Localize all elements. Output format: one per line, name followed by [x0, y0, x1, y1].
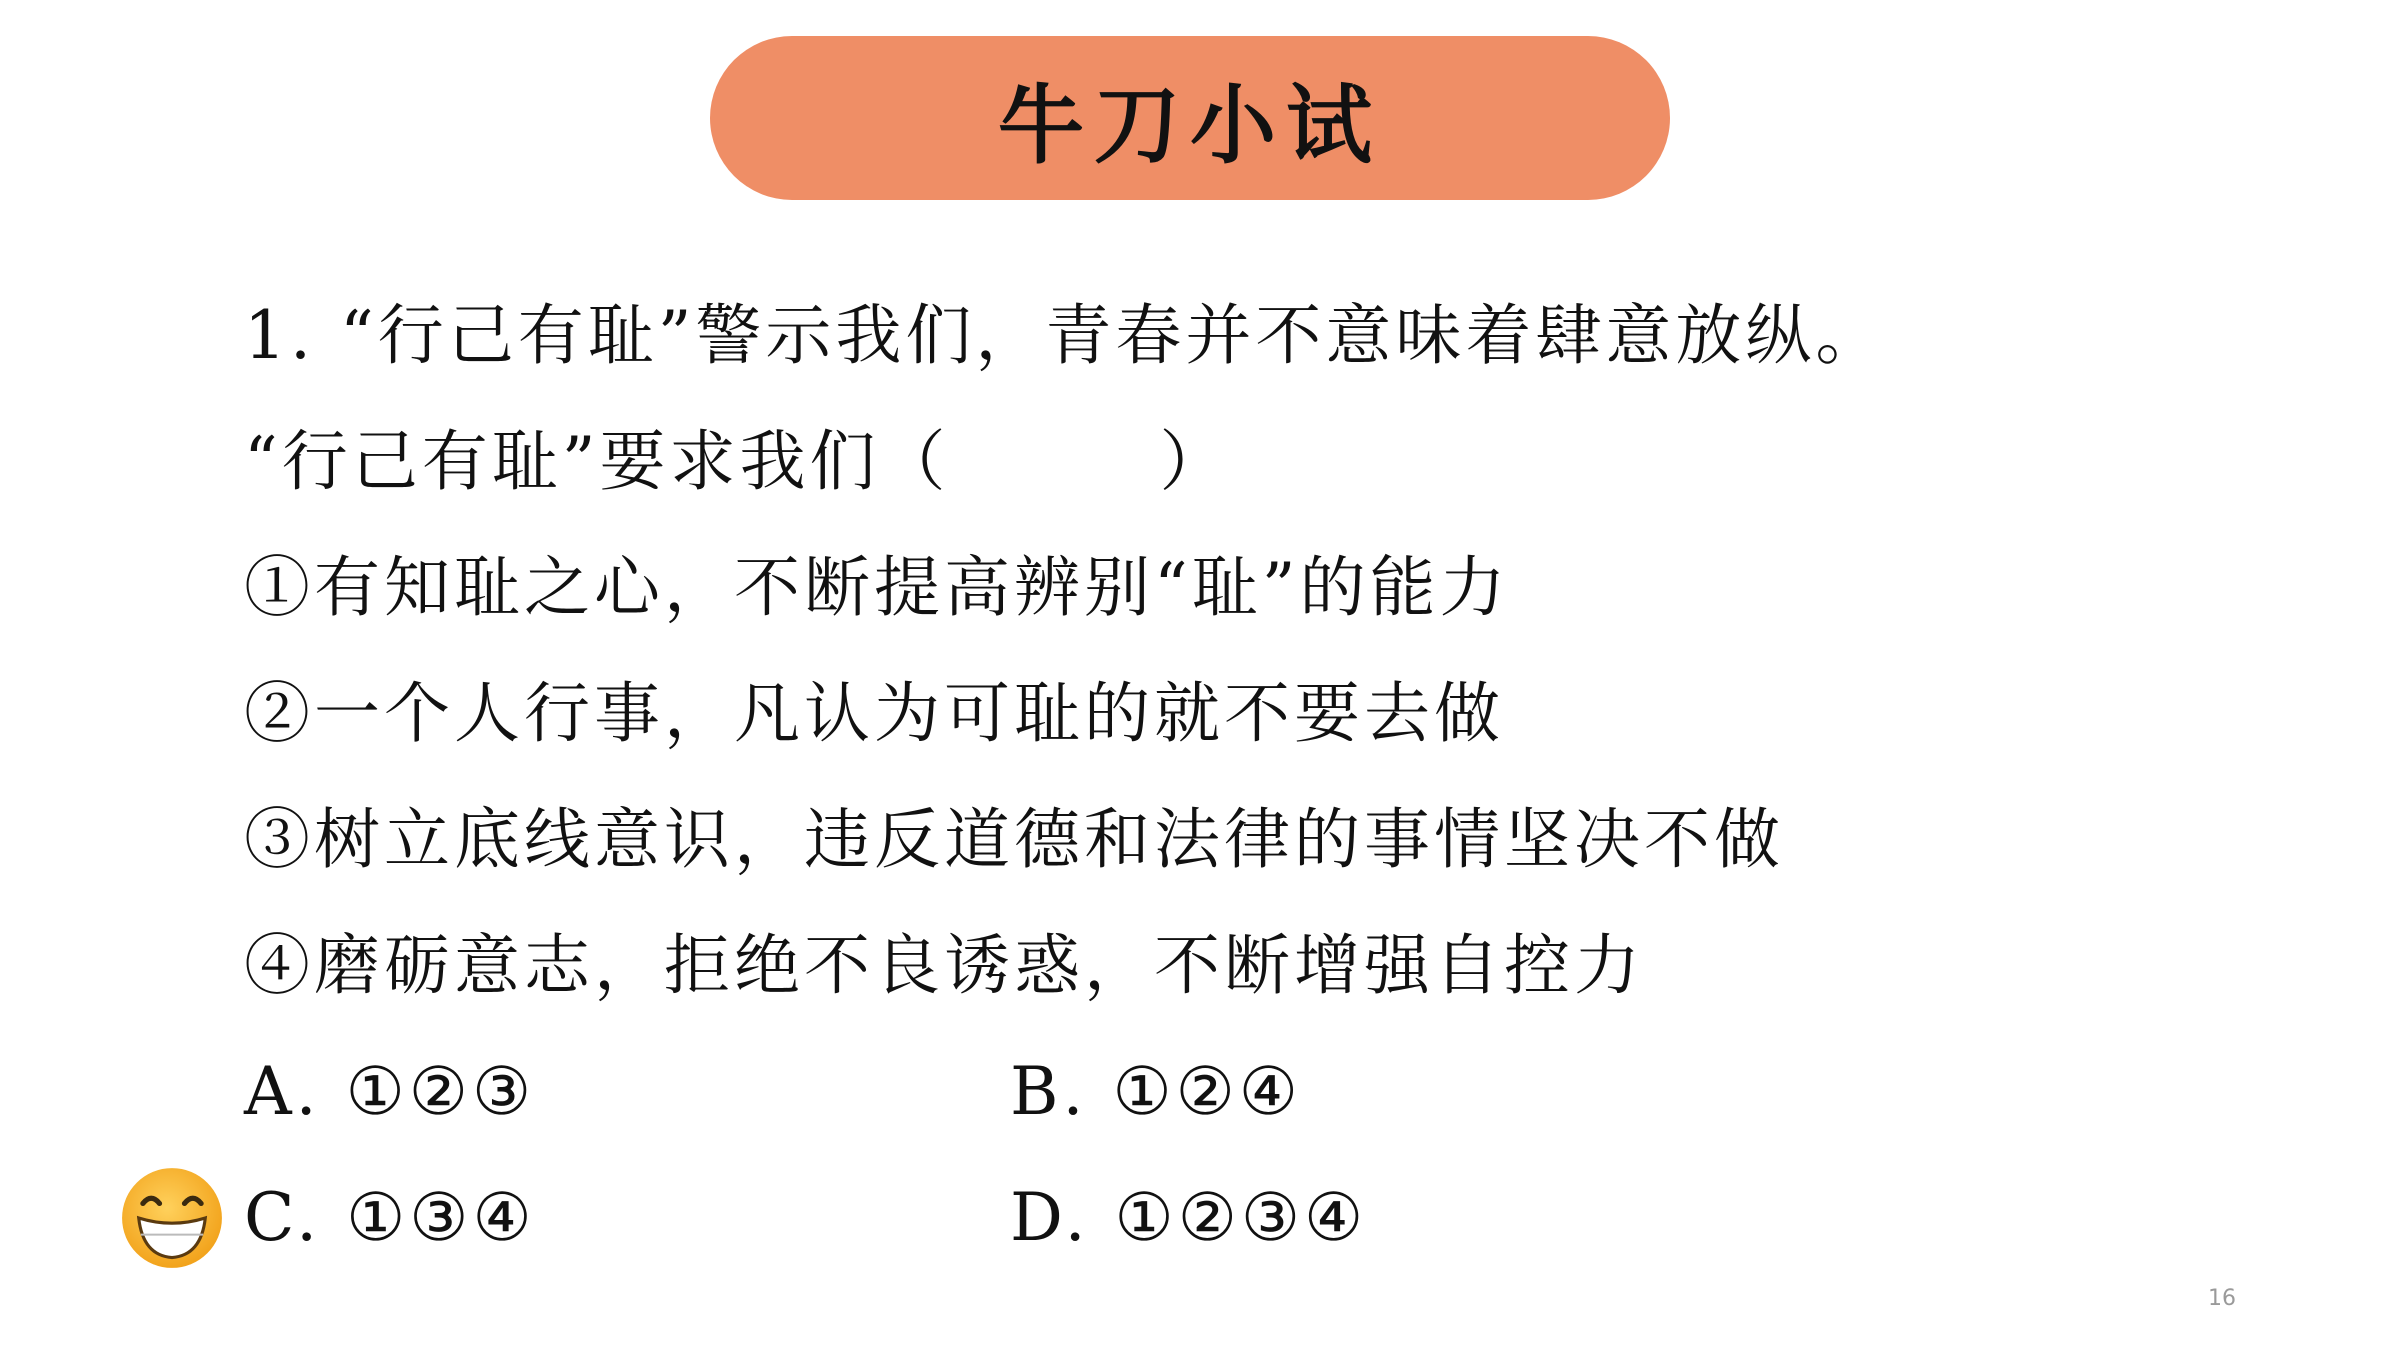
page-number: 16	[2208, 1286, 2236, 1311]
option-b[interactable]: B. ①②④	[1010, 1053, 1302, 1130]
statement-1: ①有知耻之心，不断提高辨别“耻”的能力	[244, 549, 1510, 626]
question-stem-line-1: 1. “行己有耻”警示我们，青春并不意味着肆意放纵。	[244, 297, 1886, 374]
option-c[interactable]: C. ①③④	[244, 1179, 536, 1256]
statement-2: ②一个人行事，凡认为可耻的就不要去做	[244, 675, 1504, 752]
statement-4: ④磨砺意志，拒绝不良诱惑，不断增强自控力	[244, 927, 1644, 1004]
statement-3: ③树立底线意识，违反道德和法律的事情坚决不做	[244, 801, 1784, 878]
grinning-smiley-icon	[120, 1166, 224, 1270]
question-stem-line-2: “行己有耻”要求我们（ ）	[244, 423, 1230, 500]
title-banner	[710, 36, 1670, 200]
option-a[interactable]: A. ①②③	[244, 1053, 536, 1130]
page-title: 牛刀小试	[998, 76, 1382, 176]
option-d[interactable]: D. ①②③④	[1010, 1179, 1368, 1256]
